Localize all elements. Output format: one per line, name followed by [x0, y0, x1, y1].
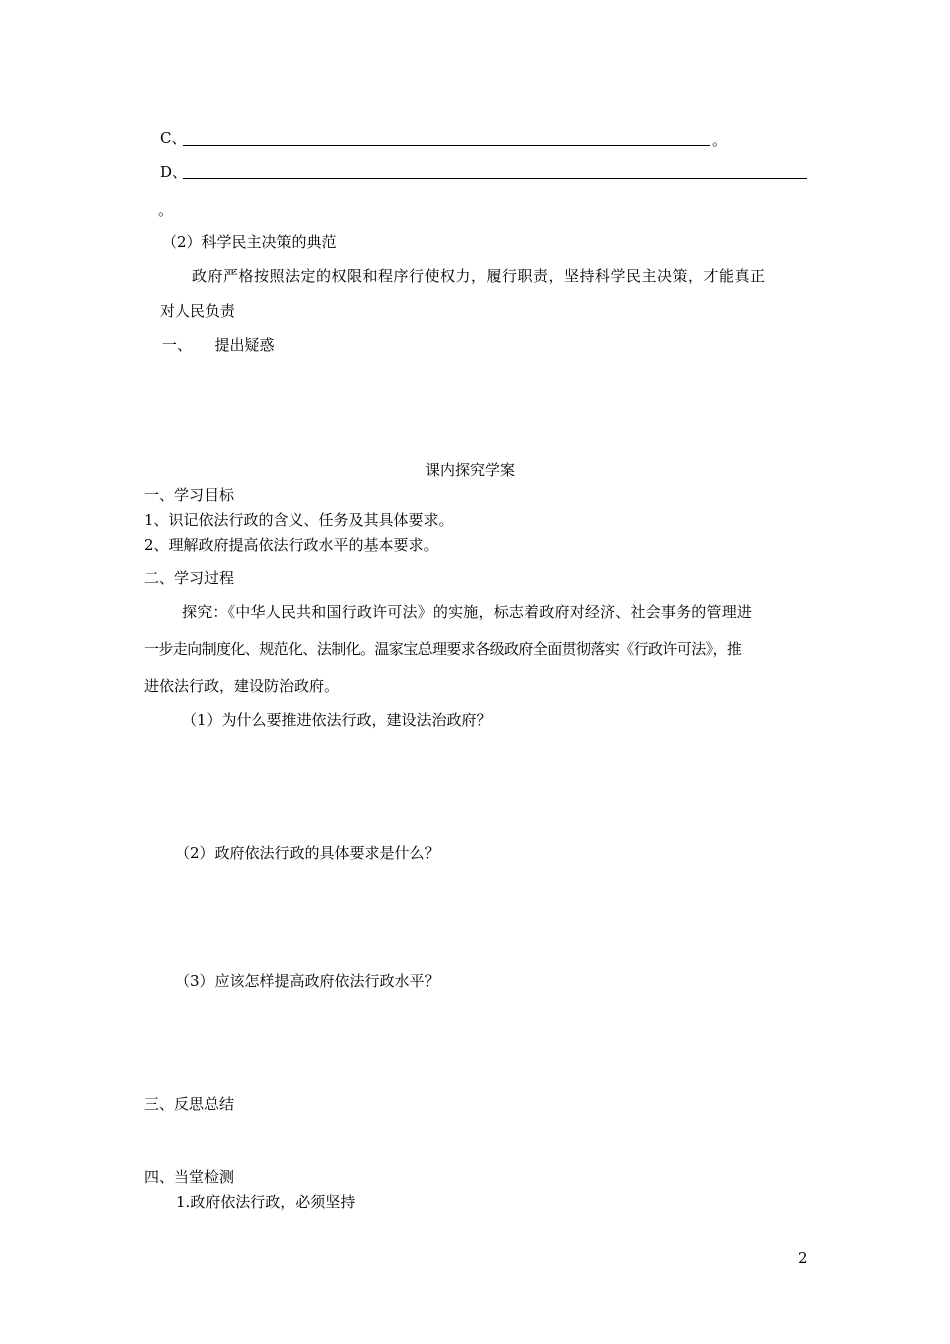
option-c-blank[interactable]	[183, 145, 710, 146]
question-2: （2）政府依法行政的具体要求是什么？	[175, 844, 440, 862]
paragraph-line-1: 政府严格按照法定的权限和程序行使权力，履行职责，坚持科学民主决策，才能真正	[192, 267, 766, 285]
test-item-1: 1.政府依法行政，必须坚持	[176, 1193, 356, 1211]
option-d-blank[interactable]	[183, 178, 807, 179]
question-3: （3）应该怎样提高政府依法行政水平？	[175, 972, 440, 990]
goal-item-2: 2、理解政府提高依法行政水平的基本要求。	[144, 536, 439, 554]
page-number: 2	[798, 1249, 808, 1267]
goal-item-1: 1、识记依法行政的含义、任务及其具体要求。	[144, 511, 454, 529]
option-c-end: 。	[712, 131, 728, 149]
heading-questions: 一、 提出疑惑	[162, 336, 275, 354]
heading-class-test: 四、当堂检测	[144, 1168, 235, 1186]
explore-line-2: 一步走向制度化、规范化、法制化。温家宝总理要求各级政府全面贯彻落实《行政许可法》，推	[144, 640, 742, 658]
heading-learning-process: 二、学习过程	[144, 569, 235, 587]
question-1: （1）为什么要推进依法行政，建设法治政府？	[182, 711, 492, 729]
heading-reflection: 三、反思总结	[144, 1095, 235, 1113]
heading-learning-goals: 一、学习目标	[144, 486, 235, 504]
option-c-label: C、	[160, 129, 187, 147]
option-d-label: D、	[160, 163, 188, 181]
option-d-end: 。	[158, 201, 174, 219]
study-plan-title: 课内探究学案	[425, 461, 516, 479]
explore-line-1: 探究：《中华人民共和国行政许可法》的实施，标志着政府对经济、社会事务的管理进	[182, 603, 753, 621]
paragraph-line-2: 对人民负责	[160, 302, 236, 320]
heading-scientific-decision: （2）科学民主决策的典范	[162, 233, 337, 251]
explore-line-3: 进依法行政，建设防治政府。	[144, 677, 340, 695]
